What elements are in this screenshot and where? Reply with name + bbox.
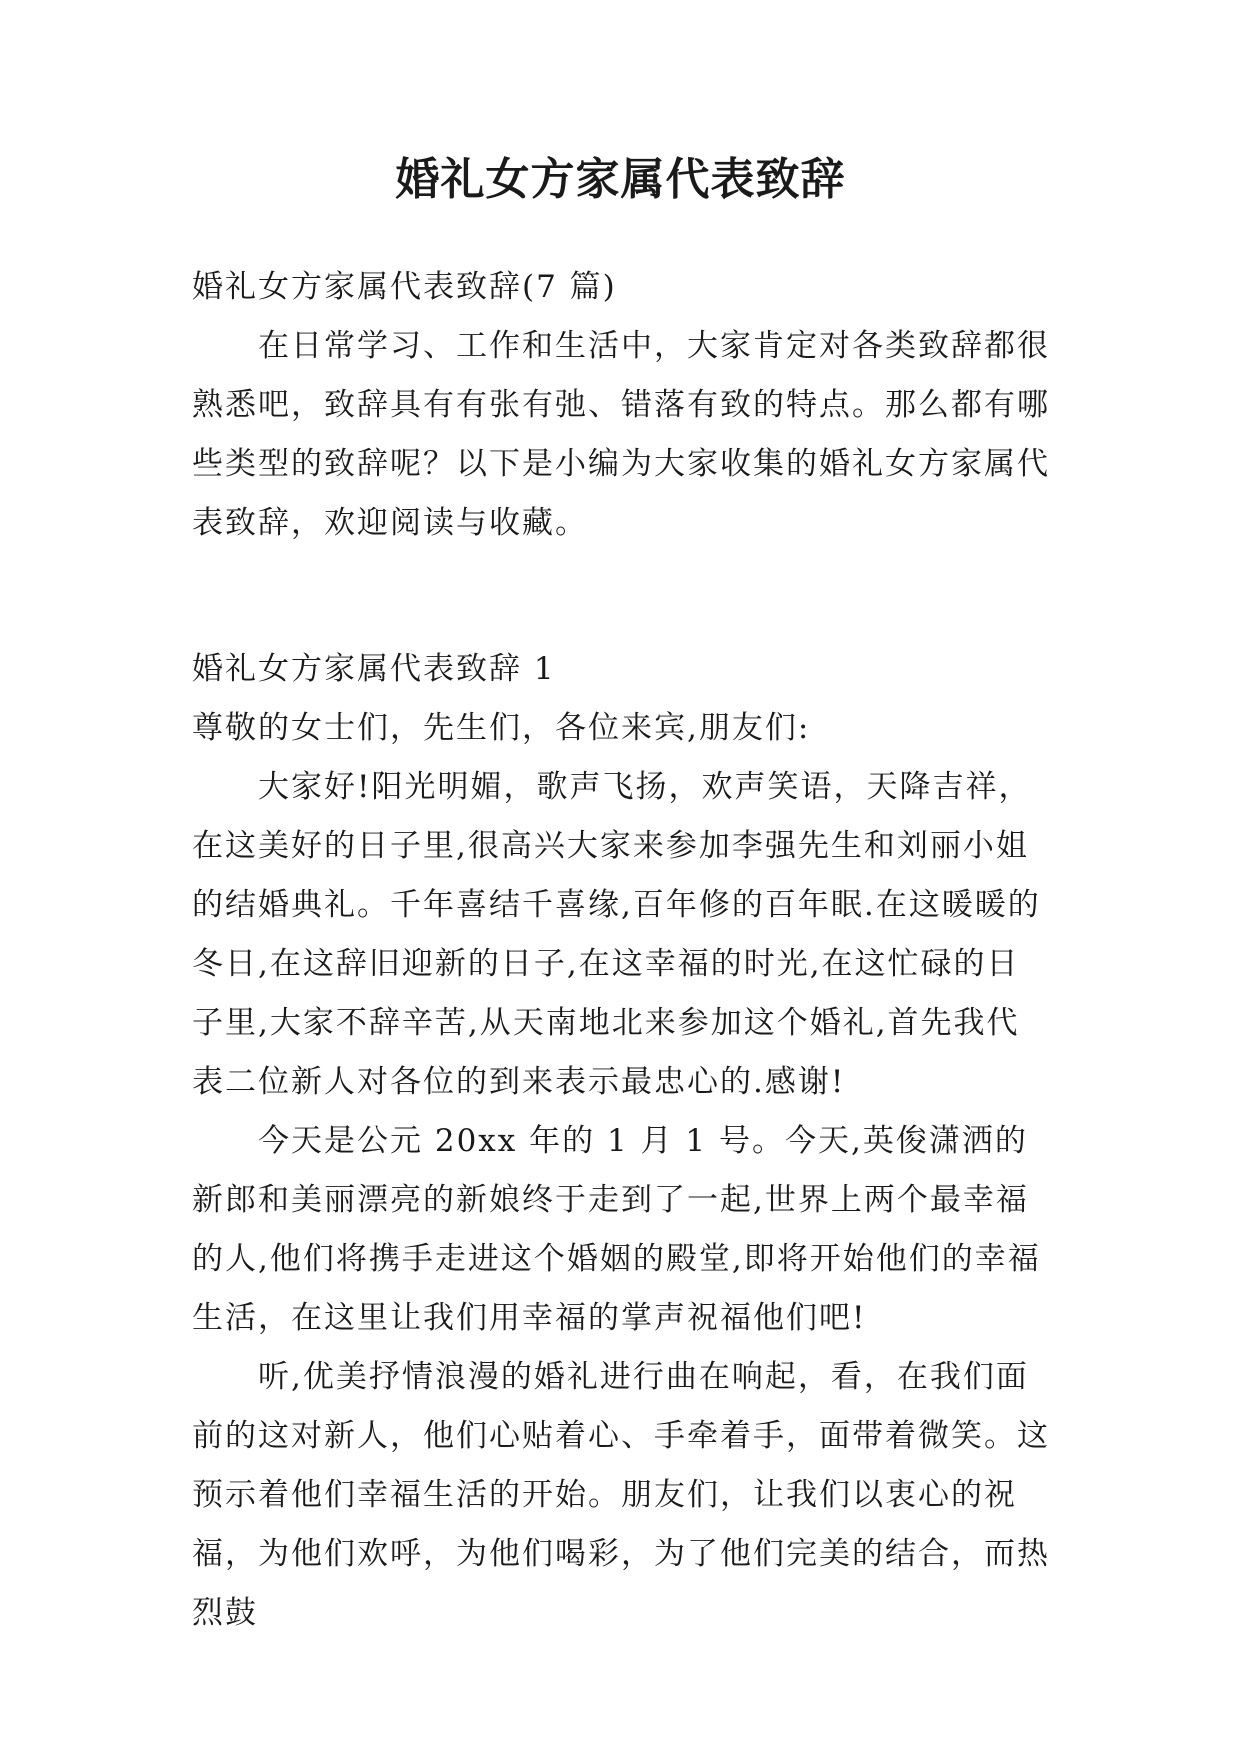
document-title: 婚礼女方家属代表致辞: [395, 154, 846, 205]
speech-block: [192, 640, 1052, 1643]
intro-paragraph: 在日常学习、工作和生活中，大家肯定对各类致辞都很熟悉吧，致辞具有有张有弛、错落有致的特点。那么都有哪些类型的致辞呢？以下是小编为大家收集的婚礼女方家属代表致辞，欢迎阅读与收藏。: [192, 328, 1050, 541]
document-subtitle: 婚礼女方家属代表致辞(7 篇): [192, 269, 617, 305]
body-paragraph: 听,优美抒情浪漫的婚礼进行曲在响起，看，在我们面前的这对新人，他们心贴着心、手牵着手，面带着微笑。这预示着他们幸福生活的开始。朋友们，让我们以衷心的祝福，为他们欢呼，为他们喝彩，为了他们完美的结合，而热烈鼓: [192, 1359, 1050, 1631]
intro-block: [192, 258, 1052, 553]
body-paragraph: 大家好!阳光明媚，歌声飞扬，欢声笑语，天降吉祥，在这美好的日子里,很高兴大家来参加李强先生和刘丽小姐的结婚典礼。千年喜结千喜缘,百年修的百年眠.在这暖暖的冬日,在这辞旧迎新的日子,在这幸福的时光,在这忙碌的日子里,大家不辞辛苦,从天南地北来参加这个婚礼,首先我代表二位新人对各位的到来表示最忠心的.感谢!: [192, 769, 1041, 1100]
section-heading: 婚礼女方家属代表致辞 1: [192, 651, 556, 687]
salutation: 尊敬的女士们，先生们，各位来宾,朋友们:: [192, 710, 811, 746]
body-paragraph: 今天是公元 20xx 年的 1 月 1 号。今天,英俊潇洒的新郎和美丽漂亮的新娘终于走到了一起,世界上两个最幸福的人,他们将携手走进这个婚姻的殿堂,即将开始他们的幸福生活，在这里让我们用幸福的掌声祝福他们吧!: [192, 1123, 1041, 1336]
